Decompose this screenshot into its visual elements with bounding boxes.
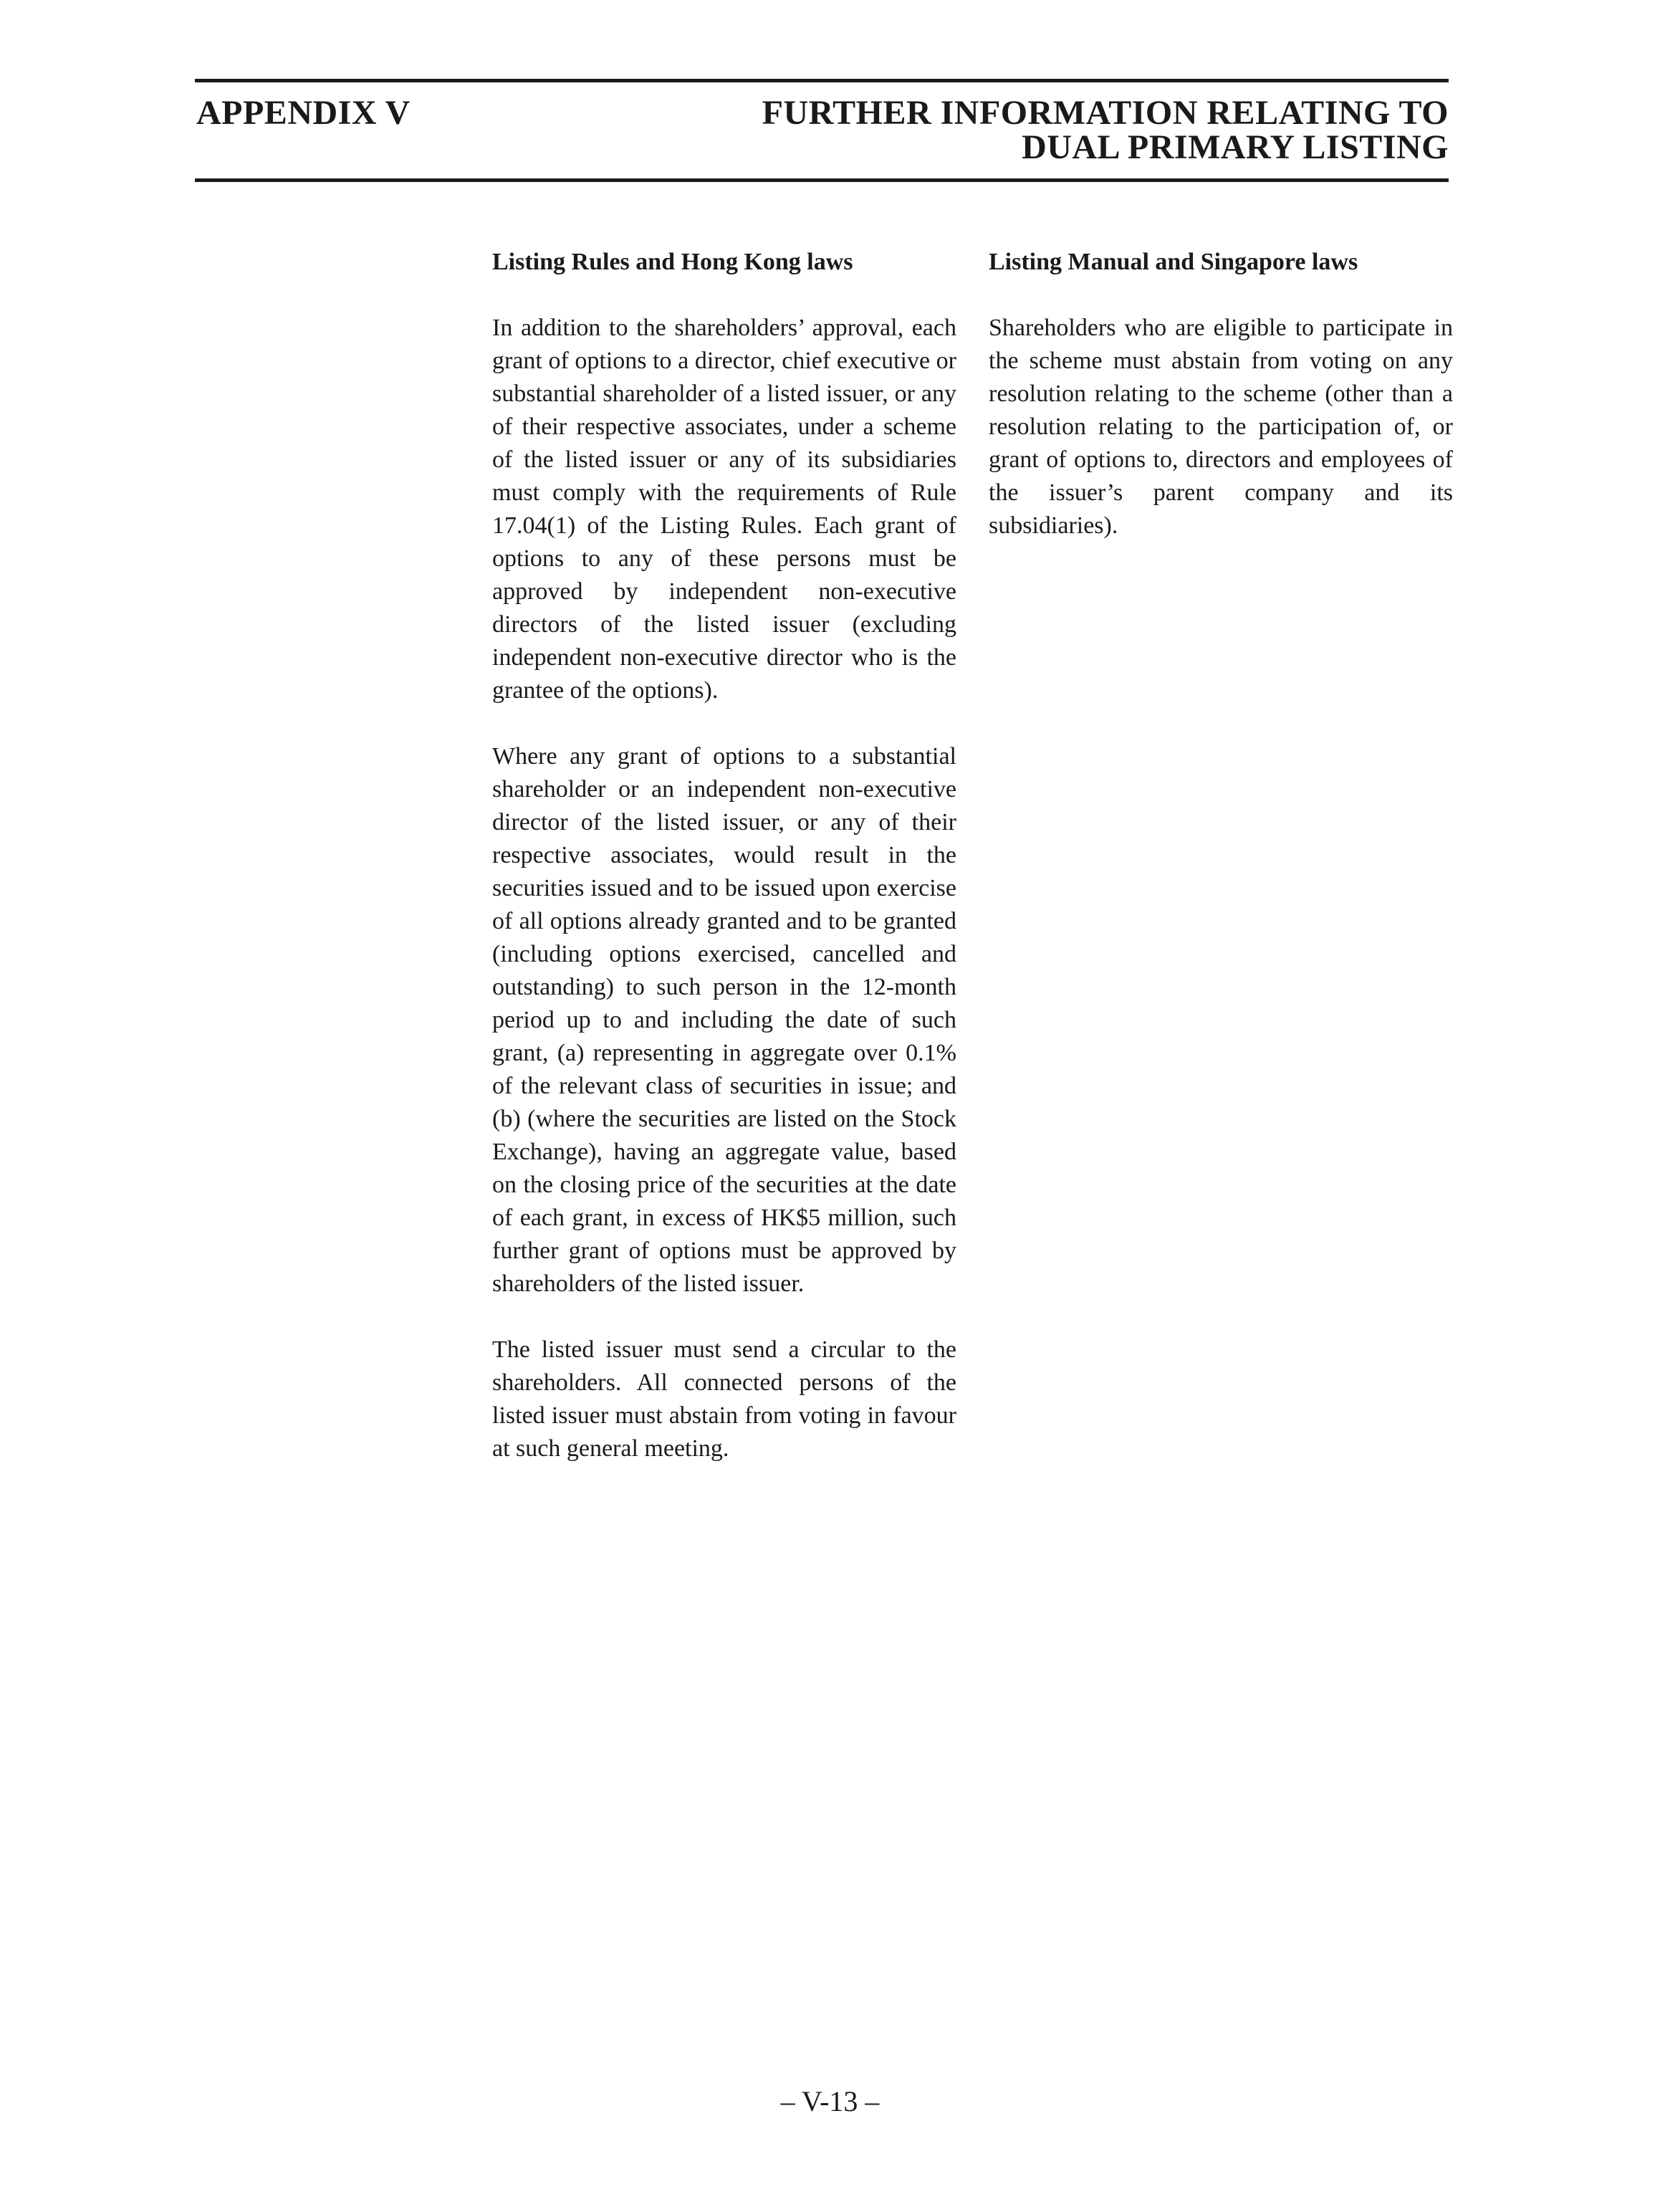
singapore-column-heading: Listing Manual and Singapore laws [989, 249, 1358, 275]
hong-kong-column [492, 246, 956, 1498]
header-top-rule [195, 79, 1449, 82]
hong-kong-paragraph-2: Where any grant of options to a substantial shareholder or an independent non-executive director of the listed issuer, or any of their respective associates, would result in the securities issued and to be issued upon exercise of all options already granted and to be granted (including options exercised, cancelled and outstanding) to such person in the 12-month period up to and including the date of such grant, (a) representing in aggregate over 0.1% of the relevant class of securities in issue; and (b) (where the securities are listed on the Stock Exchange), having an aggregate value, based on the closing price of the securities at the date of each grant, in excess of HK$5 million, such further grant of options must be approved by shareholders of the listed issuer. [492, 743, 956, 1297]
header-bottom-rule [195, 178, 1449, 182]
appendix-title [762, 96, 1449, 165]
singapore-column [989, 246, 1453, 575]
singapore-paragraph-1: Shareholders who are eligible to participate in the scheme must abstain from voting on any resolution relating to the scheme (other than a resolution relating to the participation of, or grant of options to, directors and employees of the issuer’s parent company and its subsidiaries). [989, 315, 1453, 539]
page-number: – V-13 – [780, 2085, 880, 2117]
appendix-title-line-1: FURTHER INFORMATION RELATING TO [762, 94, 1449, 132]
hong-kong-paragraph-3: The listed issuer must send a circular to the shareholders. All connected persons of the listed issuer must abstain from voting in favour at such general meeting. [492, 1336, 956, 1462]
appendix-label: APPENDIX V [196, 94, 411, 132]
hong-kong-column-heading: Listing Rules and Hong Kong laws [492, 249, 853, 275]
appendix-title-line-2: DUAL PRIMARY LISTING [1022, 128, 1449, 166]
hong-kong-paragraph-1: In addition to the shareholders’ approval, each grant of options to a director, chief executive or substantial shareholder of a listed issuer, or any of their respective associates, under a scheme of the listed issuer or any of its subsidiaries must comply with the requirements of Rule 17.04(1) of the Listing Rules. Each grant of options to any of these persons must be approved by independent non-executive directors of the listed issuer (excluding independent non-executive director who is the grantee of the options). [492, 315, 956, 704]
